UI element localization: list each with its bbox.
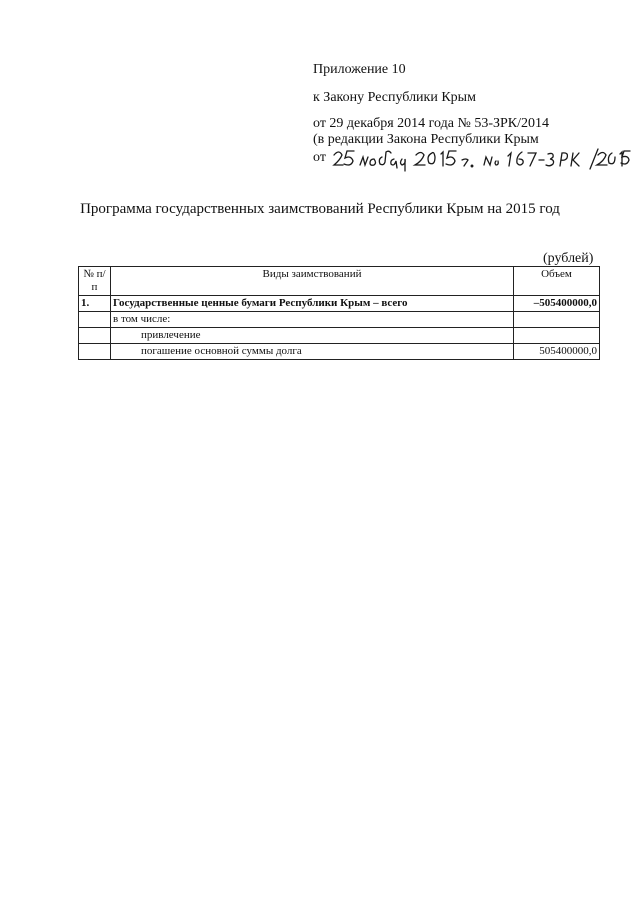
row-kind: Государственные ценные бумаги Республики Крым – всего	[111, 296, 514, 312]
header-kind: Виды заимствований	[111, 267, 514, 296]
table-row	[79, 328, 600, 344]
page-title: Программа государственных заимствований Республики Крым на 2015 год	[80, 201, 560, 217]
row-kind: погашение основной суммы долга	[111, 344, 514, 360]
row-num	[79, 312, 111, 328]
table-row	[79, 344, 600, 360]
annex-law-reference: к Закону Республики Крым	[313, 90, 476, 105]
handwritten-date-signature	[332, 147, 632, 173]
handwriting-strokes	[332, 147, 632, 173]
table-header-row	[79, 267, 600, 296]
annex-law-date: от 29 декабря 2014 года № 53-ЗРК/2014	[313, 116, 550, 131]
row-num	[79, 328, 111, 344]
revision-prefix: от	[313, 150, 326, 165]
header-num: № п/п	[79, 267, 111, 296]
row-num	[79, 344, 111, 360]
table-row	[79, 296, 600, 312]
header-volume: Объем	[514, 267, 600, 296]
borrowing-table	[78, 266, 600, 360]
row-volume: –505400000,0	[514, 296, 600, 312]
row-volume: 505400000,0	[514, 344, 600, 360]
units-label: (рублей)	[543, 251, 594, 266]
annex-number: Приложение 10	[313, 62, 406, 77]
row-kind: в том числе:	[111, 312, 514, 328]
table-row	[79, 312, 600, 328]
annex-revision-note: (в редакции Закона Республики Крым	[313, 132, 539, 147]
annex-revision-date	[313, 150, 326, 166]
row-kind: привлечение	[111, 328, 514, 344]
row-volume	[514, 312, 600, 328]
row-num: 1.	[79, 296, 111, 312]
row-volume	[514, 328, 600, 344]
